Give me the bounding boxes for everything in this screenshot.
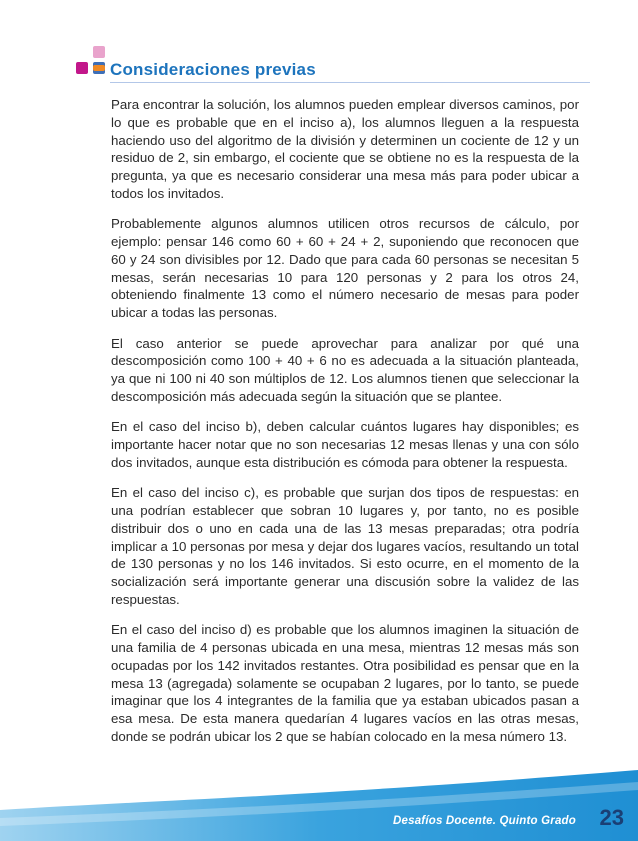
paragraph: En el caso del inciso b), deben calcular cuántos lugares hay disponibles; es importante hacer notar que no son necesarias 12 mesas llenas y una con sólo dos invitados, aunque esta distribución es cómoda para obtener la respuesta.: [111, 419, 579, 470]
paragraph: En el caso del inciso d) es probable que los alumnos imaginen la situación de una familia de 4 personas ubicada en una mesa, mientras 12 mesas más son ocupadas por los 142 invitados restantes. Otra posibilidad es pensar que en la mesa 13 (agregada) solamente se ocupaban 2 lugares, por lo tanto, se puede imaginar que los 4 integrantes de la familia que ya estaban ubicados pasan a esa mesa. De esta manera quedarían 4 lugares vacíos en las otras mesas, donde se podrán ubicar los 2 que se habían colocado en la mesa número 13.: [111, 622, 579, 744]
section-title: Consideraciones previas: [110, 60, 316, 79]
footer-wave: [0, 770, 638, 841]
title-divider: [110, 82, 590, 83]
body-text: [111, 96, 579, 758]
paragraph: En el caso del inciso c), es probable que surjan dos tipos de respuestas: en una podrían establecer que sobran 10 lugares y, por tanto, no es posible distribuir dos o uno en cada una de las 13 mesas preparadas; otra podría implicar a 10 personas por mesa y dejar dos lugares vacíos, resultando un total de 130 personas y no los 146 invitados. Si esto ocurre, en el momento de la socialización será importante generar una discusión sobre la validez de las respuestas.: [111, 485, 579, 607]
paragraph: El caso anterior se puede aprovechar para analizar por qué una descomposición como 100 + 40 + 6 no es adecuada a la situación planteada, ya que ni 100 ni 40 son múltiplos de 12. Los alumnos tienen que seleccionar la descomposición más adecuada según la situación que se plantee.: [111, 335, 579, 404]
paragraph: Probablemente algunos alumnos utilicen otros recursos de cálculo, por ejemplo: pensar 146 como 60 + 60 + 24 + 2, suponiendo que reconocen que 60 y 24 son divisibles por 12. Dado que para cada 60 personas se necesitan 5 mesas, serán necesarias 10 para 120 personas y 2 para los otros 24, obteniendo finalmente 13 como el número necesario de mesas para poder ubicar a todas las personas.: [111, 216, 579, 321]
paragraph: Para encontrar la solución, los alumnos pueden emplear diversos caminos, por lo que es probable que en el inciso a), los alumnos lleguen a la respuesta haciendo uso del algoritmo de la división y determinen un cociente de 12 y un residuo de 2, sin embargo, el cociente que se obtiene no es la respuesta de la pregunta, ya que es necesario considerar una mesa más para poder ubicar a todos los invitados.: [111, 97, 579, 201]
footer-label: Desafíos Docente. Quinto Grado: [393, 815, 576, 827]
page-number: 23: [599, 805, 624, 830]
section-squares-icon: [74, 46, 106, 80]
